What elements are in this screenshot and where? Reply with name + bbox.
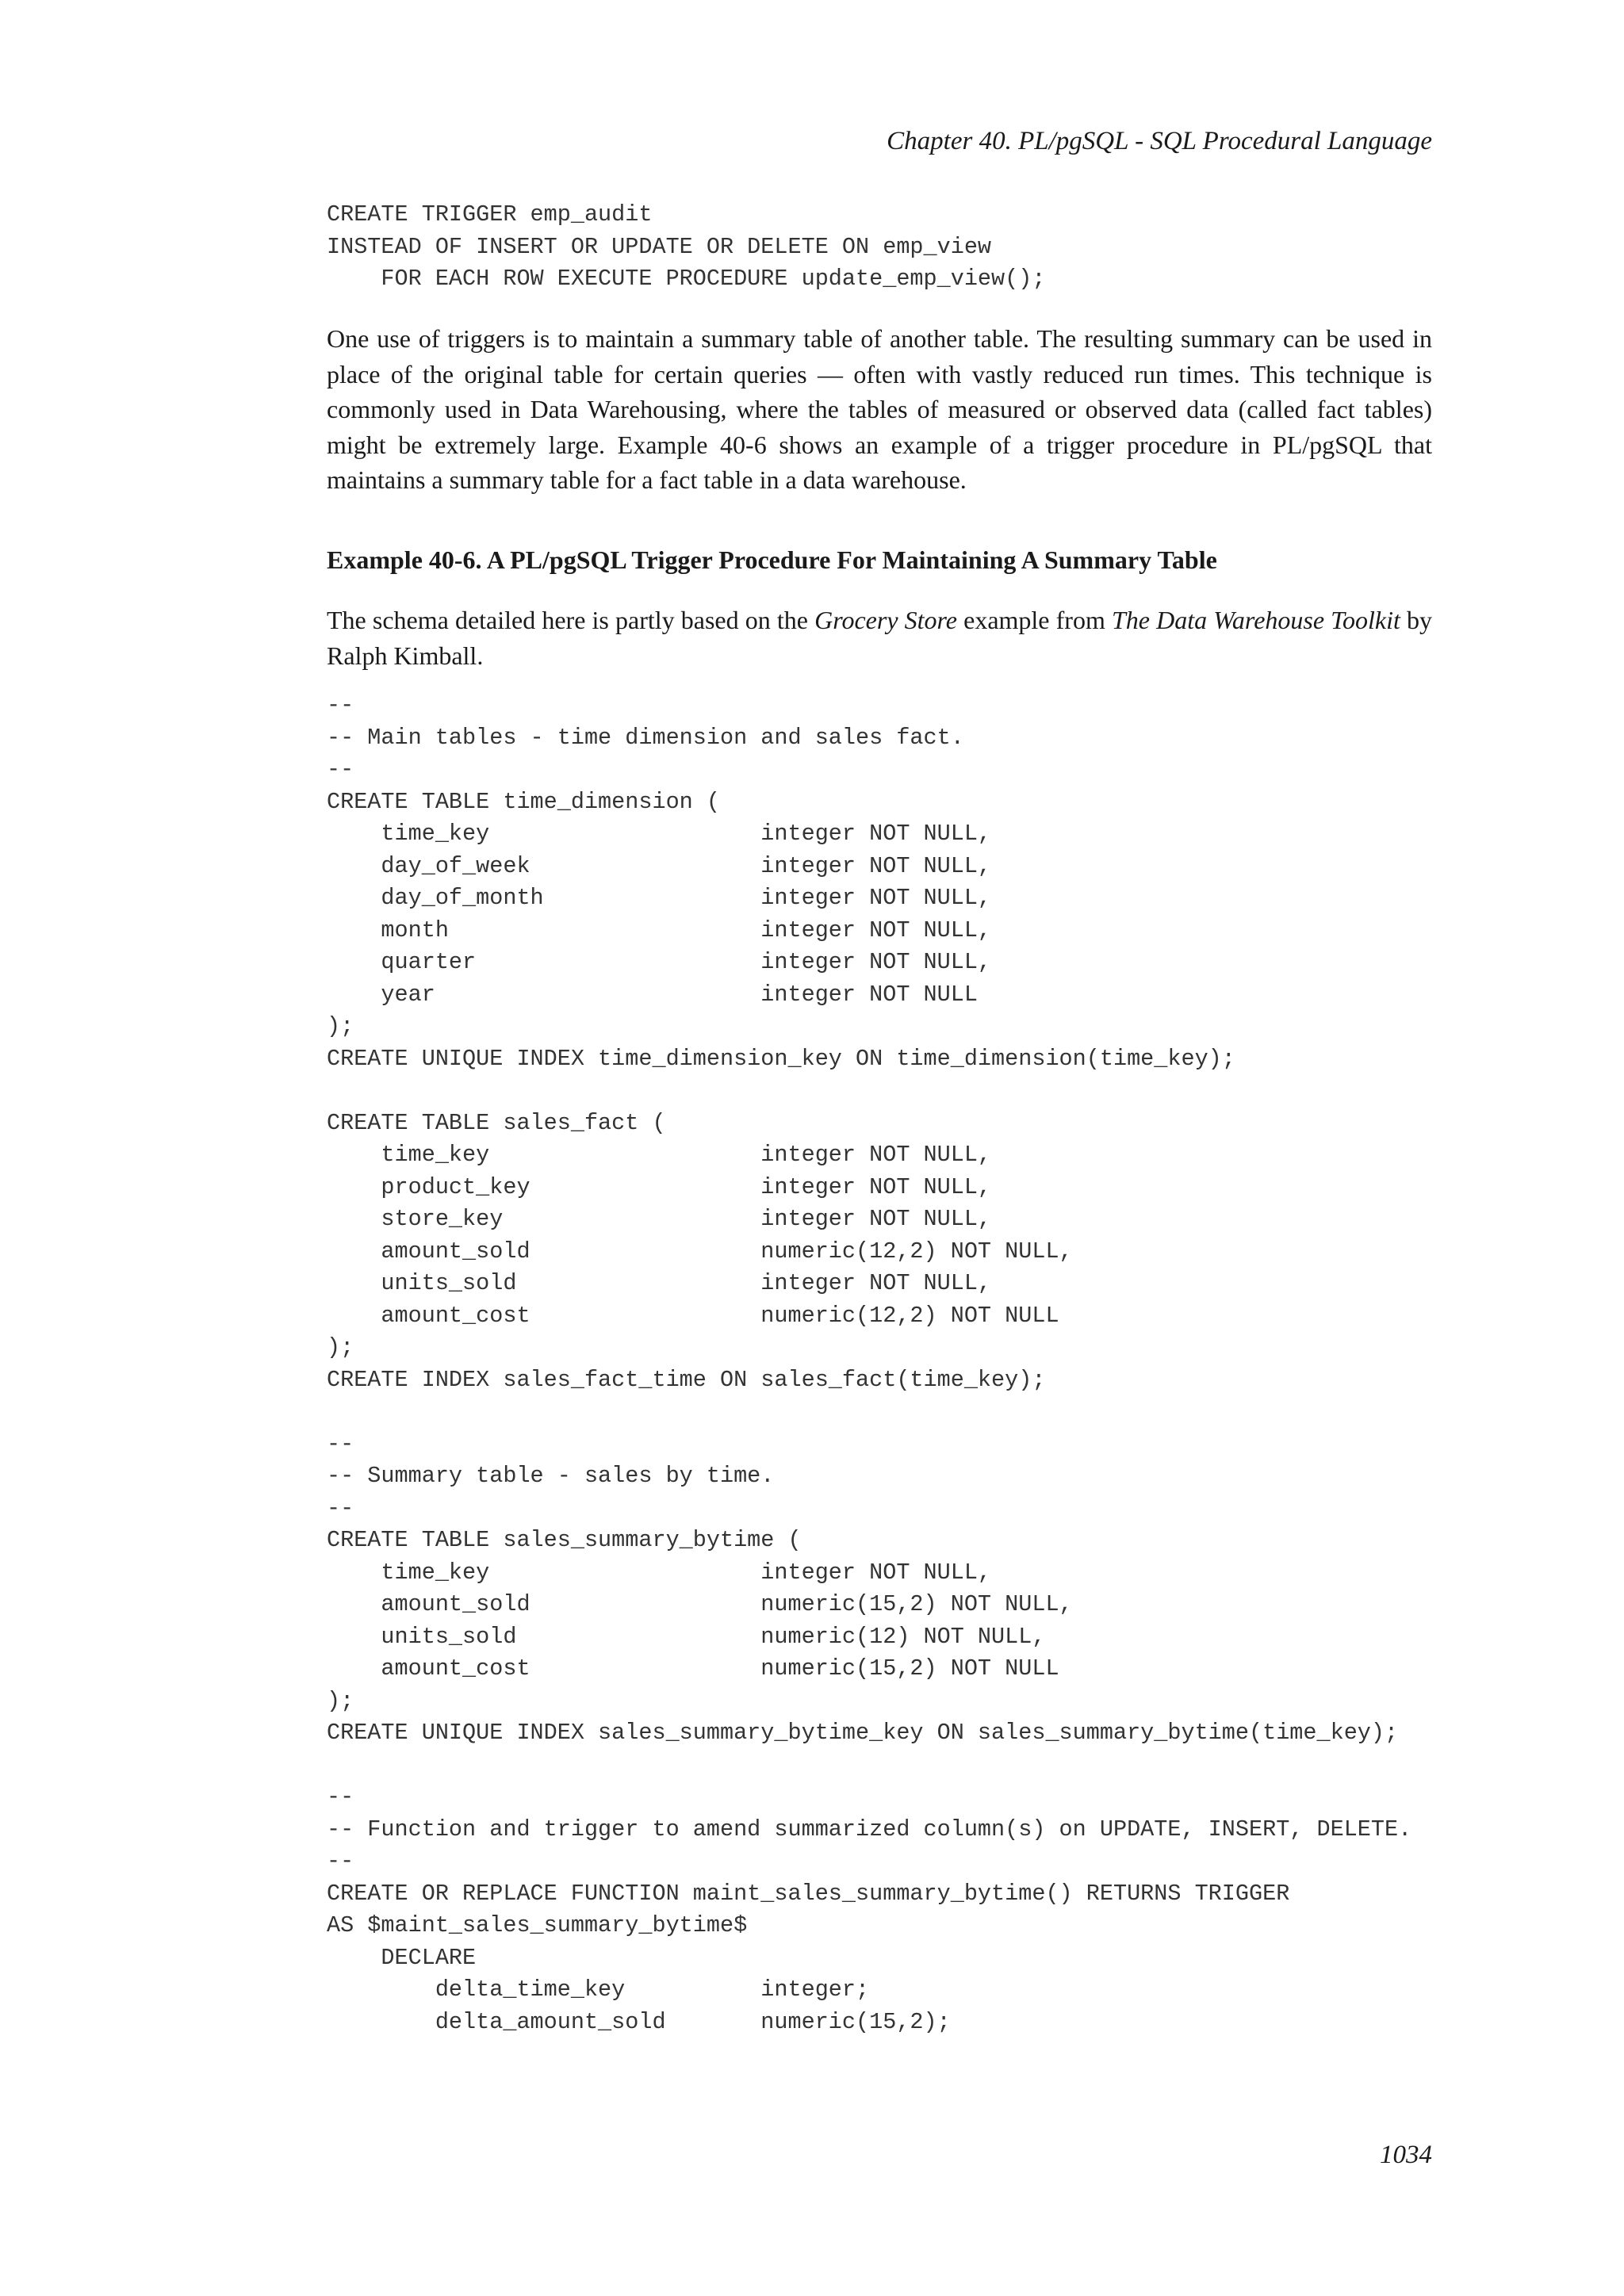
paragraph-text: example from [957, 606, 1112, 634]
running-header: Chapter 40. PL/pgSQL - SQL Procedural Language [887, 127, 1432, 155]
book-title: The Data Warehouse Toolkit [1111, 606, 1400, 634]
book-example-name: Grocery Store [814, 606, 957, 634]
paragraph-text: by Ralph Kimball. [327, 606, 1433, 670]
paragraph-summary-table-intro: One use of triggers is to maintain a summary table of another table. The resulting summary can be used in place of the original table for certain queries — often with vastly reduced run times. This technique is commonly used in Data Warehousing, where the tables of measured or observed data (called fact tables) might be extremely large. Example 40-6 shows an example of a trigger procedure in PL/pgSQL that maintains a summary table for a fact table in a data warehouse. [327, 324, 1432, 494]
paragraph-schema-source [327, 603, 1432, 673]
code-block-create-trigger: CREATE TRIGGER emp_audit INSTEAD OF INSERT OR UPDATE OR DELETE ON emp_view FOR EACH ROW EXECUTE PROCEDURE update_emp_view(); [327, 201, 1046, 292]
paragraph-text: The schema detailed here is partly based on the [327, 606, 815, 634]
page-number: 1034 [1380, 2141, 1432, 2169]
example-title: Example 40-6. A PL/pgSQL Trigger Procedure For Maintaining A Summary Table [327, 545, 1217, 574]
code-block-schema: -- -- Main tables - time dimension and sales fact. -- CREATE TABLE time_dimension ( time_key integer NOT NULL, day_of_week integer NOT NULL, day_of_month integer NOT NULL, month integer NOT NULL, quarter integer NOT NULL, year integer NOT NULL ); CREATE UNIQUE INDEX time_dimension_key ON time_dimension(time_key); CREATE TABLE sales_fact ( time_key integer NOT NULL, product_key integer NOT NULL, store_key integer NOT NULL, amount_sold numeric(12,2) NOT NULL, units_sold integer NOT NULL, amount_cost numeric(12,2) NOT NULL ); CREATE INDEX sales_fact_time ON sales_fact(time_key); -- -- Summary table - sales by time. -- CREATE TABLE sales_summary_bytime ( time_key integer NOT NULL, amount_sold numeric(15,2) NOT NULL, units_sold numeric(12) NOT NULL, amount_cost numeric(15,2) NOT NULL ); CREATE UNIQUE INDEX sales_summary_bytime_key ON sales_summary_bytime(time_key); -- -- Function and trigger to amend summarized column(s) on UPDATE, INSERT, DELETE. -- CREATE OR REPLACE FUNCTION maint_sales_summary_bytime() RETURNS TRIGGER AS $maint_sales_summary_bytime$ DECLARE delta_time_key integer; delta_amount_sold numeric(15,2); [327, 692, 1412, 2035]
